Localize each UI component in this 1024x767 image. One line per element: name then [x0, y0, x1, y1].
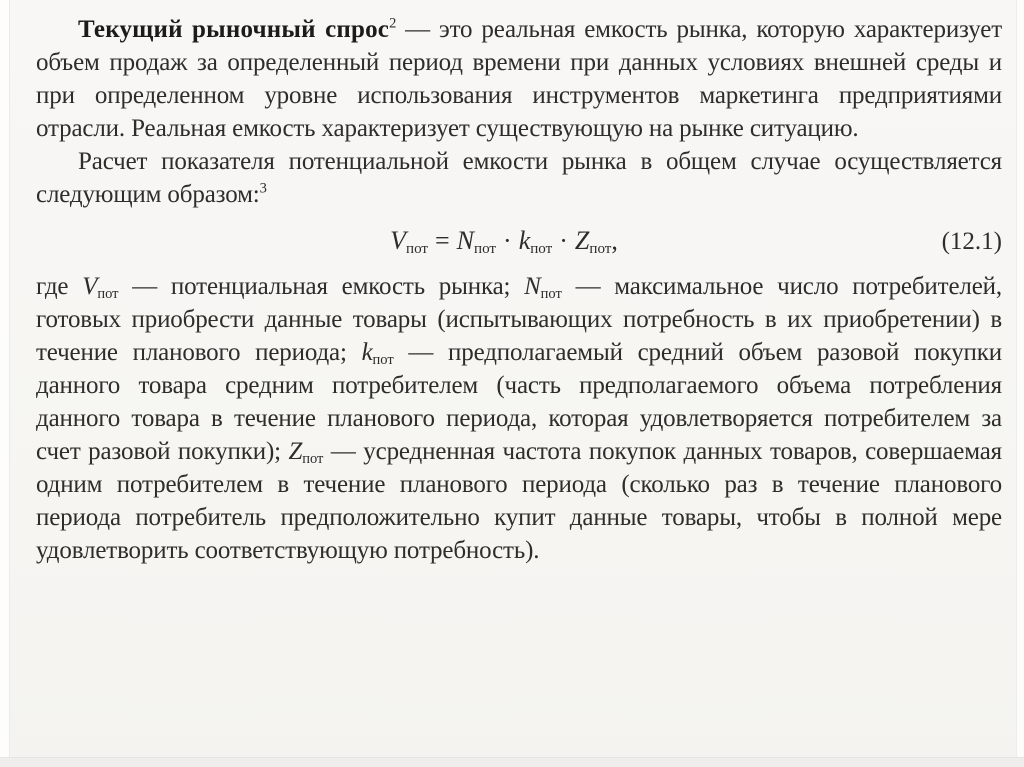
var-V: V: [82, 273, 98, 300]
var-N: N: [524, 273, 541, 300]
var-V: V: [390, 226, 406, 255]
var-k: k: [361, 339, 373, 366]
paragraph-text: — предполагаемый средний объем разовой покупки данного товара средним потребителем (часть предполагаемого объема потребления данного товара в течение планового периода, которая удовлетворяется потребителем за счет разовой покупки);: [36, 339, 1002, 465]
paragraph-current-market-demand: [36, 13, 1002, 145]
paragraph-text: — это реальная емкость рынка, которую характеризует объем продаж за определенный период времени при данных условиях внешней среды и при определенном уровне использования инструментов маркетинга предприятиями отрасли. Реальная емкость характеризует существующую на рынке ситуацию.: [36, 16, 1002, 142]
subscript-pot: пот: [97, 286, 119, 303]
paragraph-text: — усредненная частота покупок данных товаров, совершаемая одним потребителем в течение планового периода (сколько раз в течение планового периода потребитель предположительно купит данные товары, чтобы в полной мере удовлетворить соответствующую потребность).: [36, 438, 1002, 564]
text-block: [36, 13, 1002, 567]
var-N: N: [456, 226, 475, 255]
subscript-pot: пот: [372, 352, 394, 369]
paragraph-text: — максимальное число потребителей, готовых приобрести данные товары (испытывающих потребность в их приобретении) в течение планового периода;: [36, 273, 1002, 366]
page-edge-left: [0, 0, 10, 767]
var-Z: Z: [288, 438, 303, 465]
page-edge-bottom: [0, 757, 1024, 767]
subscript-pot: пот: [406, 241, 428, 258]
subscript-pot: пот: [530, 241, 553, 258]
footnote-marker-3: 3: [259, 180, 267, 197]
paragraph-text: где: [36, 273, 83, 300]
term-bold: Текущий рыночный спрос: [78, 16, 390, 43]
var-Z: Z: [574, 226, 590, 255]
paragraph-text: Расчет показателя потенциальной емкости рынка в общем случае осуществляется следующим образом:: [36, 148, 1002, 208]
subscript-pot: пот: [474, 241, 497, 258]
equals-sign: =: [435, 226, 450, 255]
var-k: k: [518, 226, 531, 255]
paragraph-calculation-intro: [36, 145, 1002, 211]
formula-expression: [36, 224, 912, 257]
formula-comma: ,: [611, 226, 618, 255]
equation-number: (12.1): [941, 228, 1002, 255]
multiplication-dot: ·: [559, 226, 568, 255]
paragraph-variable-definitions: [36, 270, 1002, 567]
subscript-pot: пот: [302, 451, 324, 468]
footnote-marker-2: 2: [389, 15, 397, 32]
multiplication-dot: ·: [503, 226, 512, 255]
subscript-pot: пот: [589, 241, 612, 258]
paragraph-text: — потенциальная емкость рынка;: [118, 273, 525, 300]
formula-12-1: [36, 224, 1002, 258]
subscript-pot: пот: [540, 286, 562, 303]
page-edge-right: [1016, 0, 1024, 767]
